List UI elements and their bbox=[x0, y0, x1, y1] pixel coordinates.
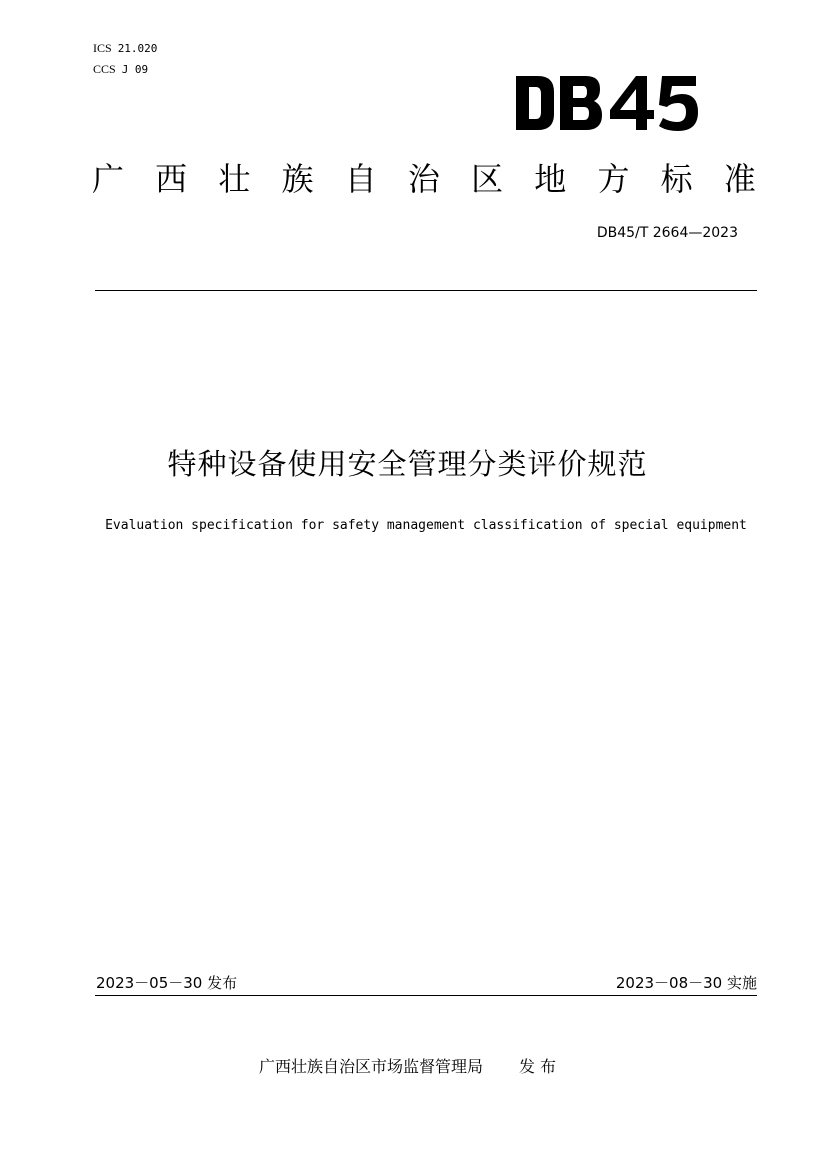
category-char: 广 bbox=[91, 160, 124, 198]
category-char: 标 bbox=[660, 160, 693, 198]
ccs-label: CCS bbox=[93, 62, 116, 76]
category-char: 西 bbox=[155, 160, 188, 198]
ccs-code bbox=[93, 59, 157, 80]
standard-category bbox=[84, 155, 764, 203]
category-char: 方 bbox=[597, 160, 630, 198]
logo-text: DB45 bbox=[512, 72, 515, 73]
classification-codes bbox=[93, 38, 157, 80]
ics-label: ICS bbox=[93, 41, 112, 55]
category-char: 壮 bbox=[218, 160, 251, 198]
ics-code bbox=[93, 38, 157, 59]
implementation-date: 2023－08－30 实施 bbox=[615, 974, 757, 992]
category-char: 自 bbox=[344, 160, 377, 198]
top-divider bbox=[95, 290, 757, 291]
bottom-divider bbox=[95, 995, 757, 996]
category-char: 准 bbox=[723, 160, 756, 198]
category-char: 治 bbox=[407, 160, 440, 198]
category-char: 区 bbox=[471, 160, 504, 198]
title-english: Evaluation specification for safety management classification of special equipment bbox=[105, 518, 747, 533]
category-char: 族 bbox=[281, 160, 314, 198]
category-char: 地 bbox=[534, 160, 567, 198]
issuer-name: 广西壮族自治区市场监督管理局 bbox=[258, 1057, 483, 1076]
issue-date: 2023－05－30 发布 bbox=[96, 974, 238, 992]
db45-logo bbox=[512, 72, 702, 134]
ics-value: 21.020 bbox=[117, 42, 158, 55]
issuer-action: 发 布 bbox=[518, 1057, 557, 1076]
title-chinese: 特种设备使用安全管理分类评价规范 bbox=[167, 447, 648, 481]
standard-number: DB45/T 2664—2023 bbox=[596, 225, 738, 241]
issuer bbox=[0, 1054, 815, 1077]
ccs-value: J 09 bbox=[121, 63, 149, 76]
